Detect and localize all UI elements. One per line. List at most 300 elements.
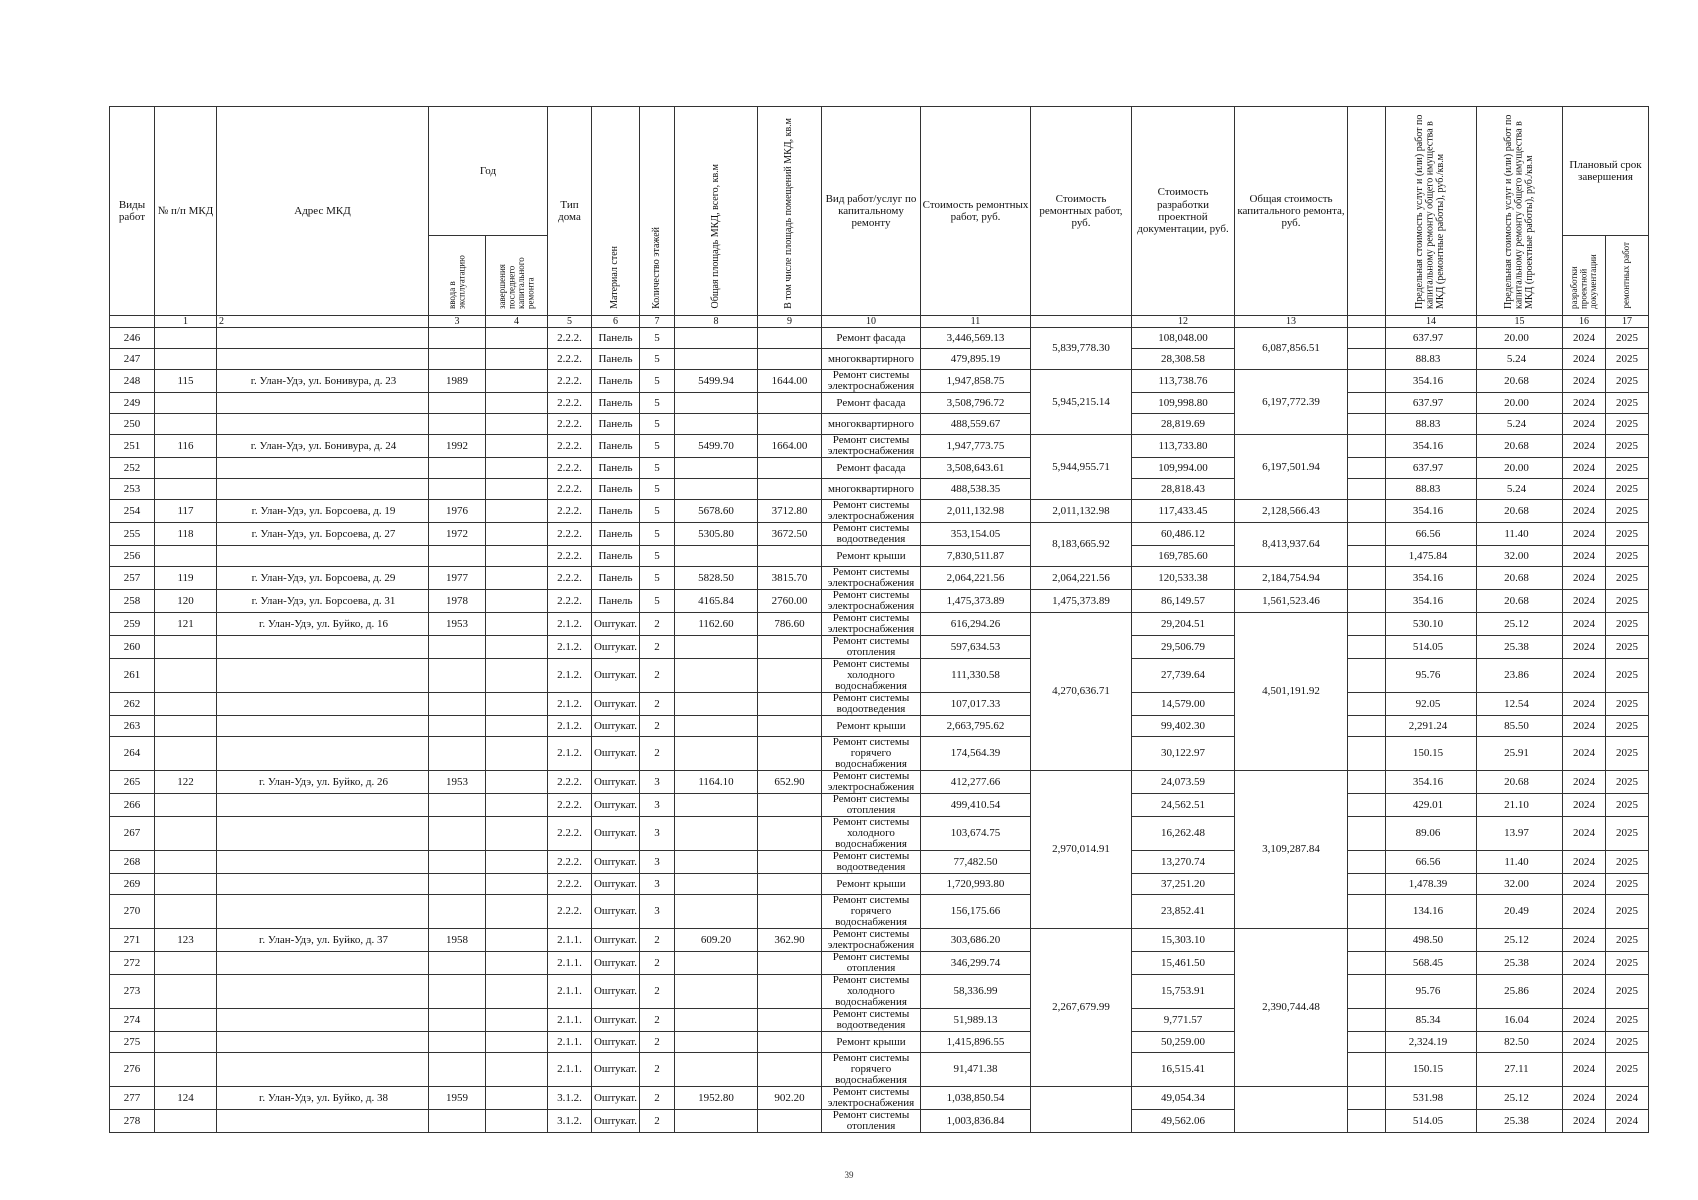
repair-cost-cell: 3,508,796.72 bbox=[921, 393, 1031, 414]
repair-cost-total-cell: 2,064,221.56 bbox=[1031, 567, 1132, 590]
mkd-number-cell bbox=[155, 1053, 217, 1087]
address-cell bbox=[217, 737, 429, 771]
spacer-cell bbox=[1348, 1053, 1386, 1087]
spacer-cell bbox=[1348, 737, 1386, 771]
header-mkd-number: № п/п МКД bbox=[155, 107, 217, 316]
year-last-repair-cell bbox=[486, 929, 548, 952]
limit-design-cell: 20.68 bbox=[1477, 590, 1563, 613]
premises-area-cell bbox=[758, 349, 822, 370]
work-type-cell: Ремонт системы электроснабжения bbox=[822, 613, 921, 636]
planned-design-cell: 2024 bbox=[1563, 546, 1606, 567]
total-cost-cell bbox=[1235, 1087, 1348, 1133]
wall-material-cell: Оштукат. bbox=[592, 1087, 640, 1110]
limit-design-cell: 20.49 bbox=[1477, 895, 1563, 929]
planned-repair-cell: 2025 bbox=[1606, 952, 1649, 975]
table-row bbox=[110, 458, 1649, 479]
address-cell bbox=[217, 659, 429, 693]
mkd-number-cell bbox=[155, 1032, 217, 1053]
repair-cost-total-cell: 2,011,132.98 bbox=[1031, 500, 1132, 523]
work-type-cell: Ремонт фасада bbox=[822, 458, 921, 479]
address-cell bbox=[217, 794, 429, 817]
repair-cost-total-cell: 8,183,665.92 bbox=[1031, 523, 1132, 567]
mkd-number-cell bbox=[155, 693, 217, 716]
table-row bbox=[110, 435, 1649, 458]
address-cell bbox=[217, 1053, 429, 1087]
planned-design-cell: 2024 bbox=[1563, 952, 1606, 975]
address-cell: г. Улан-Удэ, ул. Буйко, д. 38 bbox=[217, 1087, 429, 1110]
house-type-cell: 2.2.2. bbox=[548, 500, 592, 523]
design-cost-cell: 120,533.38 bbox=[1132, 567, 1235, 590]
header-repair-cost-total: Стоимость ремонтных работ, руб. bbox=[1031, 107, 1132, 316]
premises-area-cell: 652.90 bbox=[758, 771, 822, 794]
limit-design-cell: 21.10 bbox=[1477, 794, 1563, 817]
limit-repair-cell: 531.98 bbox=[1386, 1087, 1477, 1110]
column-number-cell: 17 bbox=[1606, 316, 1649, 328]
year-commission-cell bbox=[429, 328, 486, 349]
address-cell bbox=[217, 975, 429, 1009]
total-cost-cell: 6,087,856.51 bbox=[1235, 328, 1348, 370]
wall-material-cell: Оштукат. bbox=[592, 895, 640, 929]
limit-repair-cell: 637.97 bbox=[1386, 393, 1477, 414]
premises-area-cell: 3672.50 bbox=[758, 523, 822, 546]
planned-repair-cell: 2025 bbox=[1606, 851, 1649, 874]
table-row bbox=[110, 393, 1649, 414]
house-type-cell: 2.1.2. bbox=[548, 716, 592, 737]
limit-repair-cell: 88.83 bbox=[1386, 414, 1477, 435]
premises-area-cell bbox=[758, 716, 822, 737]
planned-repair-cell: 2025 bbox=[1606, 546, 1649, 567]
premises-area-cell: 362.90 bbox=[758, 929, 822, 952]
year-last-repair-cell bbox=[486, 1032, 548, 1053]
table-row bbox=[110, 370, 1649, 393]
work-kind-cell: 250 bbox=[110, 414, 155, 435]
wall-material-cell: Панель bbox=[592, 567, 640, 590]
limit-design-cell: 82.50 bbox=[1477, 1032, 1563, 1053]
address-cell bbox=[217, 817, 429, 851]
work-kind-cell: 266 bbox=[110, 794, 155, 817]
work-kind-cell: 255 bbox=[110, 523, 155, 546]
design-cost-cell: 50,259.00 bbox=[1132, 1032, 1235, 1053]
spacer-cell bbox=[1348, 659, 1386, 693]
total-area-cell: 5678.60 bbox=[675, 500, 758, 523]
limit-design-cell: 5.24 bbox=[1477, 414, 1563, 435]
total-area-cell bbox=[675, 952, 758, 975]
address-cell bbox=[217, 1009, 429, 1032]
design-cost-cell: 30,122.97 bbox=[1132, 737, 1235, 771]
column-number-cell: 13 bbox=[1235, 316, 1348, 328]
floors-cell: 5 bbox=[640, 328, 675, 349]
house-type-cell: 2.2.2. bbox=[548, 370, 592, 393]
planned-repair-cell: 2025 bbox=[1606, 716, 1649, 737]
house-type-cell: 2.1.2. bbox=[548, 613, 592, 636]
work-kind-cell: 252 bbox=[110, 458, 155, 479]
total-area-cell: 609.20 bbox=[675, 929, 758, 952]
wall-material-cell: Панель bbox=[592, 328, 640, 349]
year-commission-cell: 1978 bbox=[429, 590, 486, 613]
year-commission-cell: 1976 bbox=[429, 500, 486, 523]
limit-repair-cell: 89.06 bbox=[1386, 817, 1477, 851]
year-commission-cell bbox=[429, 874, 486, 895]
total-area-cell bbox=[675, 1032, 758, 1053]
address-cell bbox=[217, 693, 429, 716]
design-cost-cell: 23,852.41 bbox=[1132, 895, 1235, 929]
wall-material-cell: Оштукат. bbox=[592, 975, 640, 1009]
planned-repair-cell: 2025 bbox=[1606, 393, 1649, 414]
address-cell bbox=[217, 328, 429, 349]
work-type-cell: Ремонт фасада bbox=[822, 328, 921, 349]
column-number-cell: 3 bbox=[429, 316, 486, 328]
planned-repair-cell: 2025 bbox=[1606, 590, 1649, 613]
repair-cost-cell: 91,471.38 bbox=[921, 1053, 1031, 1087]
header-repair-cost: Стоимость ремонтных работ, руб. bbox=[921, 107, 1031, 316]
repair-cost-cell: 597,634.53 bbox=[921, 636, 1031, 659]
planned-repair-cell: 2025 bbox=[1606, 636, 1649, 659]
mkd-number-cell bbox=[155, 794, 217, 817]
table-row bbox=[110, 693, 1649, 716]
work-kind-cell: 275 bbox=[110, 1032, 155, 1053]
wall-material-cell: Панель bbox=[592, 370, 640, 393]
limit-design-cell: 5.24 bbox=[1477, 479, 1563, 500]
planned-design-cell: 2024 bbox=[1563, 771, 1606, 794]
premises-area-cell bbox=[758, 393, 822, 414]
planned-design-cell: 2024 bbox=[1563, 929, 1606, 952]
year-commission-cell: 1972 bbox=[429, 523, 486, 546]
premises-area-cell bbox=[758, 794, 822, 817]
spacer-cell bbox=[1348, 716, 1386, 737]
floors-cell: 2 bbox=[640, 613, 675, 636]
planned-design-cell: 2024 bbox=[1563, 458, 1606, 479]
spacer-cell bbox=[1348, 523, 1386, 546]
year-last-repair-cell bbox=[486, 851, 548, 874]
floors-cell: 3 bbox=[640, 794, 675, 817]
premises-area-cell: 3712.80 bbox=[758, 500, 822, 523]
house-type-cell: 2.2.2. bbox=[548, 874, 592, 895]
premises-area-cell: 786.60 bbox=[758, 613, 822, 636]
wall-material-cell: Панель bbox=[592, 523, 640, 546]
planned-repair-cell: 2025 bbox=[1606, 479, 1649, 500]
table-row bbox=[110, 590, 1649, 613]
house-type-cell: 2.2.2. bbox=[548, 523, 592, 546]
repair-cost-cell: 1,947,773.75 bbox=[921, 435, 1031, 458]
limit-design-cell: 20.00 bbox=[1477, 328, 1563, 349]
premises-area-cell: 2760.00 bbox=[758, 590, 822, 613]
mkd-number-cell: 119 bbox=[155, 567, 217, 590]
year-commission-cell bbox=[429, 546, 486, 567]
table-row bbox=[110, 1032, 1649, 1053]
table-row bbox=[110, 546, 1649, 567]
planned-repair-cell: 2025 bbox=[1606, 567, 1649, 590]
total-area-cell: 5828.50 bbox=[675, 567, 758, 590]
total-cost-cell: 6,197,772.39 bbox=[1235, 370, 1348, 435]
repair-cost-total-cell: 1,475,373.89 bbox=[1031, 590, 1132, 613]
total-area-cell: 5499.70 bbox=[675, 435, 758, 458]
wall-material-cell: Оштукат. bbox=[592, 874, 640, 895]
column-number-cell: 14 bbox=[1386, 316, 1477, 328]
total-cost-cell: 2,390,744.48 bbox=[1235, 929, 1348, 1087]
floors-cell: 2 bbox=[640, 1110, 675, 1133]
design-cost-cell: 109,998.80 bbox=[1132, 393, 1235, 414]
spacer-cell bbox=[1348, 590, 1386, 613]
header-floors: Количество этажей bbox=[640, 107, 675, 316]
year-commission-cell bbox=[429, 414, 486, 435]
limit-repair-cell: 150.15 bbox=[1386, 737, 1477, 771]
design-cost-cell: 37,251.20 bbox=[1132, 874, 1235, 895]
header-year-last-repair: завершения последнего капитального ремонта bbox=[486, 236, 548, 316]
repair-cost-cell: 303,686.20 bbox=[921, 929, 1031, 952]
floors-cell: 3 bbox=[640, 817, 675, 851]
mkd-number-cell bbox=[155, 479, 217, 500]
year-last-repair-cell bbox=[486, 874, 548, 895]
header-house-type: Тип дома bbox=[548, 107, 592, 316]
mkd-number-cell: 121 bbox=[155, 613, 217, 636]
design-cost-cell: 113,733.80 bbox=[1132, 435, 1235, 458]
work-type-cell: Ремонт фасада bbox=[822, 393, 921, 414]
work-kind-cell: 277 bbox=[110, 1087, 155, 1110]
year-last-repair-cell bbox=[486, 794, 548, 817]
repair-cost-cell: 488,559.67 bbox=[921, 414, 1031, 435]
house-type-cell: 2.2.2. bbox=[548, 546, 592, 567]
spacer-cell bbox=[1348, 929, 1386, 952]
premises-area-cell bbox=[758, 414, 822, 435]
year-commission-cell bbox=[429, 716, 486, 737]
work-kind-cell: 265 bbox=[110, 771, 155, 794]
mkd-number-cell bbox=[155, 349, 217, 370]
work-type-cell: Ремонт системы горячего водоснабжения bbox=[822, 737, 921, 771]
work-kind-cell: 257 bbox=[110, 567, 155, 590]
year-commission-cell bbox=[429, 693, 486, 716]
work-type-cell: Ремонт системы водоотведения bbox=[822, 523, 921, 546]
floors-cell: 5 bbox=[640, 567, 675, 590]
limit-repair-cell: 66.56 bbox=[1386, 851, 1477, 874]
year-last-repair-cell bbox=[486, 895, 548, 929]
year-commission-cell bbox=[429, 458, 486, 479]
limit-repair-cell: 637.97 bbox=[1386, 458, 1477, 479]
year-commission-cell: 1953 bbox=[429, 771, 486, 794]
premises-area-cell: 1664.00 bbox=[758, 435, 822, 458]
work-kind-cell: 251 bbox=[110, 435, 155, 458]
table-row bbox=[110, 523, 1649, 546]
repair-cost-cell: 1,038,850.54 bbox=[921, 1087, 1031, 1110]
address-cell bbox=[217, 874, 429, 895]
year-last-repair-cell bbox=[486, 613, 548, 636]
total-area-cell bbox=[675, 817, 758, 851]
planned-design-cell: 2024 bbox=[1563, 737, 1606, 771]
floors-cell: 3 bbox=[640, 851, 675, 874]
work-kind-cell: 248 bbox=[110, 370, 155, 393]
limit-repair-cell: 354.16 bbox=[1386, 370, 1477, 393]
floors-cell: 2 bbox=[640, 975, 675, 1009]
premises-area-cell bbox=[758, 1009, 822, 1032]
mkd-number-cell bbox=[155, 659, 217, 693]
planned-design-cell: 2024 bbox=[1563, 1032, 1606, 1053]
table-row bbox=[110, 613, 1649, 636]
house-type-cell: 2.1.1. bbox=[548, 1032, 592, 1053]
limit-design-cell: 16.04 bbox=[1477, 1009, 1563, 1032]
work-type-cell: Ремонт системы электроснабжения bbox=[822, 929, 921, 952]
total-cost-cell: 6,197,501.94 bbox=[1235, 435, 1348, 500]
year-last-repair-cell bbox=[486, 636, 548, 659]
mkd-number-cell bbox=[155, 975, 217, 1009]
premises-area-cell bbox=[758, 1032, 822, 1053]
wall-material-cell: Оштукат. bbox=[592, 613, 640, 636]
planned-repair-cell: 2025 bbox=[1606, 435, 1649, 458]
limit-design-cell: 20.68 bbox=[1477, 567, 1563, 590]
address-cell bbox=[217, 1110, 429, 1133]
total-area-cell: 5305.80 bbox=[675, 523, 758, 546]
address-cell: г. Улан-Удэ, ул. Борсоева, д. 31 bbox=[217, 590, 429, 613]
repair-cost-total-cell: 5,945,215.14 bbox=[1031, 370, 1132, 435]
limit-repair-cell: 354.16 bbox=[1386, 435, 1477, 458]
floors-cell: 5 bbox=[640, 523, 675, 546]
year-last-repair-cell bbox=[486, 393, 548, 414]
planned-design-cell: 2024 bbox=[1563, 500, 1606, 523]
year-commission-cell bbox=[429, 636, 486, 659]
address-cell: г. Улан-Удэ, ул. Борсоева, д. 19 bbox=[217, 500, 429, 523]
work-kind-cell: 253 bbox=[110, 479, 155, 500]
work-type-cell: Ремонт системы отопления bbox=[822, 952, 921, 975]
limit-repair-cell: 637.97 bbox=[1386, 328, 1477, 349]
spacer-cell bbox=[1348, 1032, 1386, 1053]
mkd-number-cell bbox=[155, 393, 217, 414]
spacer-cell bbox=[1348, 851, 1386, 874]
planned-design-cell: 2024 bbox=[1563, 716, 1606, 737]
table-row bbox=[110, 716, 1649, 737]
year-commission-cell: 1989 bbox=[429, 370, 486, 393]
mkd-number-cell: 118 bbox=[155, 523, 217, 546]
planned-design-cell: 2024 bbox=[1563, 636, 1606, 659]
total-cost-cell: 3,109,287.84 bbox=[1235, 771, 1348, 929]
total-area-cell bbox=[675, 479, 758, 500]
column-number-cell bbox=[110, 316, 155, 328]
mkd-number-cell: 122 bbox=[155, 771, 217, 794]
limit-design-cell: 25.38 bbox=[1477, 636, 1563, 659]
header-total-area: Общая площадь МКД, всего, кв.м bbox=[675, 107, 758, 316]
planned-design-cell: 2024 bbox=[1563, 590, 1606, 613]
limit-repair-cell: 95.76 bbox=[1386, 975, 1477, 1009]
limit-design-cell: 85.50 bbox=[1477, 716, 1563, 737]
premises-area-cell bbox=[758, 479, 822, 500]
repair-cost-cell: 1,475,373.89 bbox=[921, 590, 1031, 613]
house-type-cell: 2.2.2. bbox=[548, 771, 592, 794]
wall-material-cell: Оштукат. bbox=[592, 817, 640, 851]
planned-design-cell: 2024 bbox=[1563, 1053, 1606, 1087]
column-number-cell: 5 bbox=[548, 316, 592, 328]
repair-cost-total-cell: 4,270,636.71 bbox=[1031, 613, 1132, 771]
address-cell: г. Улан-Удэ, ул. Буйко, д. 16 bbox=[217, 613, 429, 636]
total-area-cell bbox=[675, 414, 758, 435]
limit-repair-cell: 354.16 bbox=[1386, 500, 1477, 523]
limit-repair-cell: 1,478.39 bbox=[1386, 874, 1477, 895]
floors-cell: 2 bbox=[640, 693, 675, 716]
planned-design-cell: 2024 bbox=[1563, 817, 1606, 851]
premises-area-cell bbox=[758, 328, 822, 349]
mkd-number-cell bbox=[155, 874, 217, 895]
total-area-cell bbox=[675, 1009, 758, 1032]
design-cost-cell: 15,303.10 bbox=[1132, 929, 1235, 952]
year-last-repair-cell bbox=[486, 659, 548, 693]
planned-design-cell: 2024 bbox=[1563, 1110, 1606, 1133]
floors-cell: 2 bbox=[640, 1009, 675, 1032]
spacer-cell bbox=[1348, 393, 1386, 414]
house-type-cell: 2.1.1. bbox=[548, 929, 592, 952]
spacer-cell bbox=[1348, 370, 1386, 393]
year-commission-cell bbox=[429, 479, 486, 500]
mkd-number-cell bbox=[155, 546, 217, 567]
floors-cell: 5 bbox=[640, 435, 675, 458]
premises-area-cell bbox=[758, 851, 822, 874]
total-cost-cell: 2,184,754.94 bbox=[1235, 567, 1348, 590]
wall-material-cell: Панель bbox=[592, 414, 640, 435]
address-cell bbox=[217, 414, 429, 435]
year-commission-cell bbox=[429, 794, 486, 817]
limit-design-cell: 25.86 bbox=[1477, 975, 1563, 1009]
mkd-number-cell bbox=[155, 458, 217, 479]
work-type-cell: Ремонт системы электроснабжения bbox=[822, 567, 921, 590]
design-cost-cell: 15,461.50 bbox=[1132, 952, 1235, 975]
house-type-cell: 2.1.1. bbox=[548, 975, 592, 1009]
premises-area-cell: 902.20 bbox=[758, 1087, 822, 1110]
repair-cost-cell: 103,674.75 bbox=[921, 817, 1031, 851]
year-commission-cell bbox=[429, 952, 486, 975]
total-cost-cell: 1,561,523.46 bbox=[1235, 590, 1348, 613]
limit-design-cell: 20.68 bbox=[1477, 435, 1563, 458]
design-cost-cell: 28,819.69 bbox=[1132, 414, 1235, 435]
table-row bbox=[110, 952, 1649, 975]
house-type-cell: 2.1.2. bbox=[548, 659, 592, 693]
spacer-cell bbox=[1348, 328, 1386, 349]
repair-cost-total-cell: 2,970,014.91 bbox=[1031, 771, 1132, 929]
table-row bbox=[110, 794, 1649, 817]
header-total-cost: Общая стоимость капитального ремонта, руб. bbox=[1235, 107, 1348, 316]
design-cost-cell: 15,753.91 bbox=[1132, 975, 1235, 1009]
limit-design-cell: 25.12 bbox=[1477, 1087, 1563, 1110]
wall-material-cell: Оштукат. bbox=[592, 693, 640, 716]
column-number-cell: 12 bbox=[1132, 316, 1235, 328]
spacer-cell bbox=[1348, 794, 1386, 817]
year-last-repair-cell bbox=[486, 414, 548, 435]
work-type-cell: Ремонт системы отопления bbox=[822, 636, 921, 659]
table-row bbox=[110, 851, 1649, 874]
year-commission-cell bbox=[429, 1053, 486, 1087]
planned-design-cell: 2024 bbox=[1563, 794, 1606, 817]
total-area-cell bbox=[675, 458, 758, 479]
floors-cell: 5 bbox=[640, 479, 675, 500]
spacer-cell bbox=[1348, 1009, 1386, 1032]
house-type-cell: 3.1.2. bbox=[548, 1087, 592, 1110]
work-type-cell: Ремонт системы отопления bbox=[822, 794, 921, 817]
wall-material-cell: Оштукат. bbox=[592, 1053, 640, 1087]
total-area-cell bbox=[675, 895, 758, 929]
repair-cost-total-cell bbox=[1031, 1087, 1132, 1133]
limit-repair-cell: 66.56 bbox=[1386, 523, 1477, 546]
year-commission-cell bbox=[429, 1032, 486, 1053]
table-row bbox=[110, 349, 1649, 370]
work-type-cell: Ремонт системы электроснабжения bbox=[822, 1087, 921, 1110]
house-type-cell: 2.2.2. bbox=[548, 567, 592, 590]
work-type-cell: Ремонт системы горячего водоснабжения bbox=[822, 1053, 921, 1087]
design-cost-cell: 49,054.34 bbox=[1132, 1087, 1235, 1110]
repair-cost-cell: 7,830,511.87 bbox=[921, 546, 1031, 567]
header-limit-design: Предельная стоимость услуг и (или) работ по капитальному ремонту общего имущества в МКД (проектные работы), руб./кв.м bbox=[1477, 107, 1563, 316]
repair-cost-cell: 1,415,896.55 bbox=[921, 1032, 1031, 1053]
floors-cell: 3 bbox=[640, 874, 675, 895]
repair-cost-cell: 107,017.33 bbox=[921, 693, 1031, 716]
planned-repair-cell: 2025 bbox=[1606, 328, 1649, 349]
design-cost-cell: 117,433.45 bbox=[1132, 500, 1235, 523]
floors-cell: 2 bbox=[640, 1053, 675, 1087]
table-row bbox=[110, 771, 1649, 794]
year-last-repair-cell bbox=[486, 370, 548, 393]
